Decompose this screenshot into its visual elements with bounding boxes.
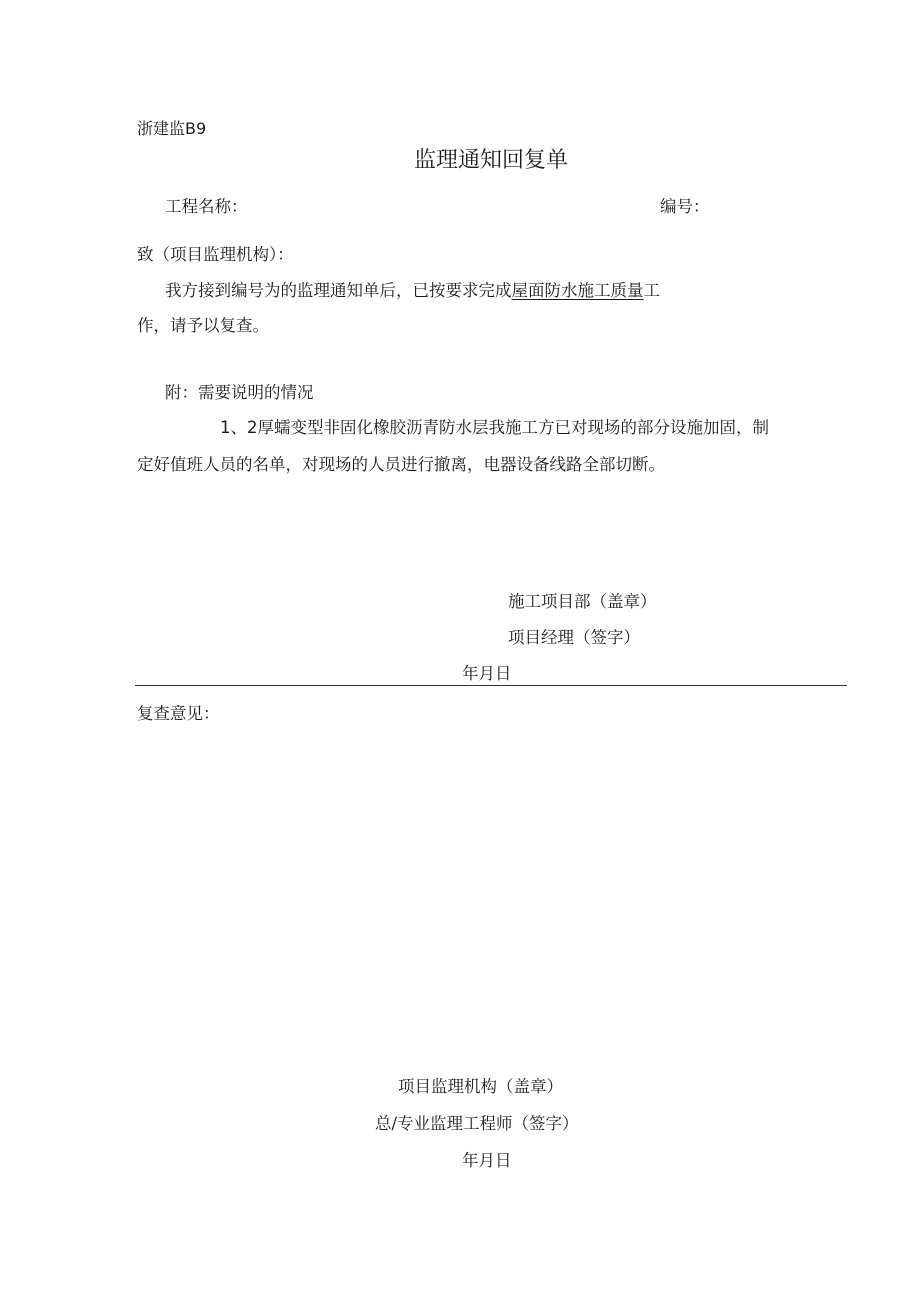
body-line-1-suffix: 工 [643,281,660,300]
supervisor-date-label: 年月日 [462,1151,512,1170]
attachment-label: 附：需要说明的情况 [165,383,314,402]
body-line-1-underlined: 屋面防水施工质量 [511,281,644,300]
review-opinion-label: 复查意见： [137,704,220,723]
number-label: 编号： [660,197,710,216]
addressee-line: 致（项目监理机构）： [137,245,294,264]
contractor-manager-signature-label: 项目经理（签字） [508,628,640,647]
body-line-2: 作，请予以复查。 [137,316,269,335]
body-line-1-prefix: 我方接到编号为的监理通知单后，已按要求完成 [165,281,512,300]
attachment-line-2: 定好值班人员的名单，对现场的人员进行撤离，电器设备线路全部切断。 [137,455,665,474]
body-line-1 [165,281,660,301]
attachment-item-number: 1、2 [220,418,258,437]
page-title: 监理通知回复单 [413,148,568,173]
form-code: 浙建监B9 [137,119,207,138]
project-name-label: 工程名称： [165,197,248,216]
contractor-seal-label: 施工项目部（盖章） [508,592,657,611]
supervisor-seal-label: 项目监理机构（盖章） [398,1077,563,1096]
attachment-line-1 [220,418,769,438]
supervisor-engineer-signature-label: 总/专业监理工程师（签字） [375,1114,579,1133]
attachment-item-text: 厚蠕变型非固化橡胶沥青防水层我施工方已对现场的部分设施加固，制 [257,418,769,437]
section-divider [135,685,847,686]
contractor-date-label: 年月日 [462,664,512,683]
